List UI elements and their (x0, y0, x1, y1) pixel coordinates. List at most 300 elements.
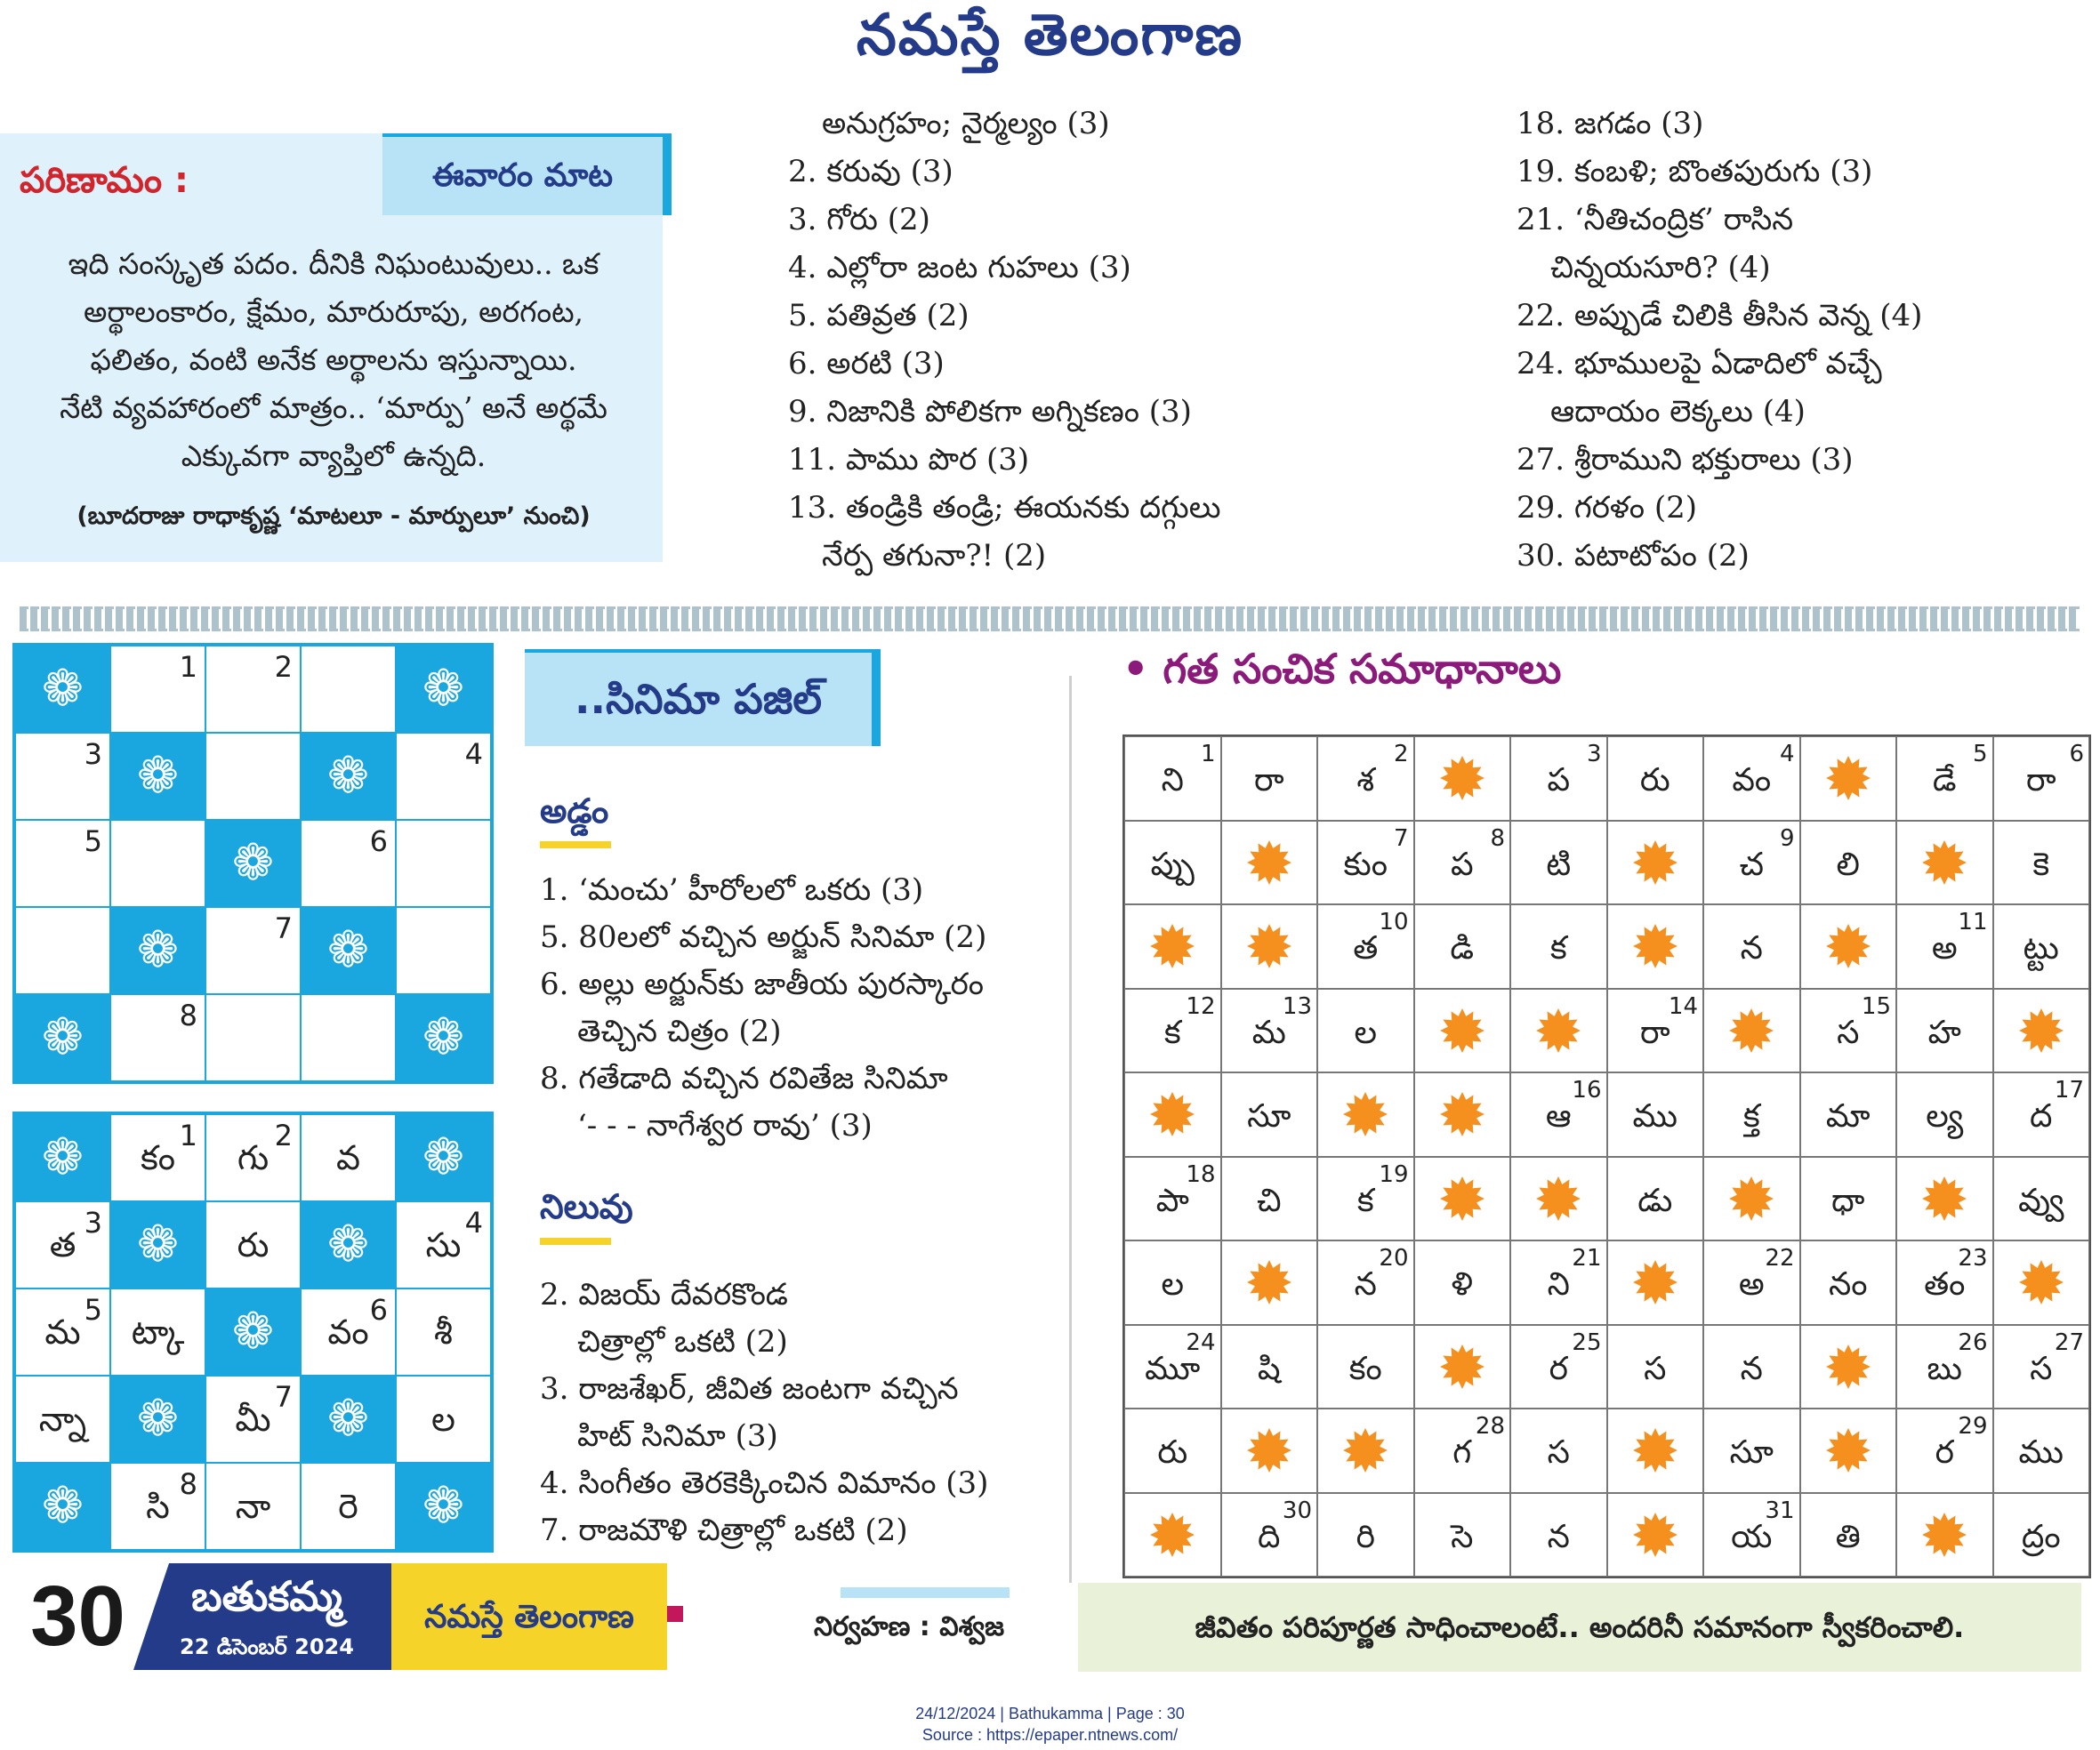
star-icon (2018, 1007, 2064, 1054)
flower-icon: ❁ (137, 1216, 179, 1273)
answer-cell (1510, 1072, 1607, 1157)
answer-letter: రా (2025, 762, 2056, 799)
puzzle-cell (301, 1114, 396, 1201)
answer-letter: ల్య (1926, 1098, 1964, 1135)
cell-letter: సు (425, 1225, 462, 1264)
answer-cell (1800, 1157, 1897, 1241)
answer-cell (1607, 1072, 1704, 1157)
answer-block-cell (1221, 1409, 1318, 1493)
answer-number: 2 (1393, 741, 1409, 767)
crossword-clues-right (1517, 100, 1922, 580)
answer-letter: డే (1932, 762, 1957, 799)
answer-cell (1993, 821, 2090, 905)
puzzle-block-cell (396, 994, 491, 1081)
star-icon (1439, 1007, 1485, 1054)
star-icon (2018, 1259, 2064, 1305)
answer-number: 14 (1668, 992, 1698, 1020)
clue-item: 13. తండ్రికి తండ్రి; ఈయనకు దగ్గులు (788, 490, 1221, 526)
answer-cell (1414, 1240, 1511, 1325)
star-icon (1921, 1176, 1967, 1222)
answer-cell (1124, 821, 1221, 905)
cell-letter: త (49, 1225, 76, 1264)
answer-number: 10 (1379, 909, 1409, 935)
answer-letter: కె (2032, 846, 2050, 883)
answer-letter: మ (1251, 1014, 1286, 1051)
star-icon (1246, 923, 1292, 969)
answer-letter: ధా (1831, 1182, 1865, 1219)
star-icon (1246, 839, 1292, 886)
answer-letter: నం (1828, 1266, 1868, 1303)
clue-item: 2. కరువు (3) (788, 154, 953, 189)
answer-number: 3 (1586, 741, 1602, 767)
down-clue: 3. రాజశేఖర్, జీవిత జంటగా వచ్చిన (540, 1371, 959, 1407)
puzzle-cell (15, 1201, 110, 1288)
cell-number: 7 (274, 911, 293, 945)
flower-icon: ❁ (422, 1008, 464, 1066)
answer-letter: స (2030, 1350, 2053, 1387)
puzzle-credit: నిర్వహణ : విశ్వజ (814, 1611, 1005, 1642)
puzzle-cell (110, 1288, 205, 1376)
answer-block-cell (1414, 989, 1511, 1073)
answer-cell (1993, 904, 2090, 989)
across-clues (540, 867, 986, 1150)
word-title: పరిణామం : (20, 160, 189, 201)
puzzle-cell (205, 1114, 301, 1201)
answer-block-cell (1993, 1240, 2090, 1325)
answer-block-cell (1317, 1072, 1414, 1157)
answer-cell (1124, 1240, 1221, 1325)
answer-number: 19 (1379, 1160, 1409, 1188)
across-heading: అడ్డం (540, 791, 609, 831)
puzzle-cell (301, 1288, 396, 1376)
answer-letter: ప్పు (1150, 846, 1195, 883)
cell-letter: వం (327, 1312, 369, 1352)
star-icon (1825, 1427, 1871, 1473)
answer-number: 9 (1779, 824, 1795, 852)
puzzle-cell (110, 820, 205, 907)
answer-number: 5 (1972, 741, 1988, 767)
footer-brand: బతుకమ్మ (191, 1572, 342, 1620)
answer-letter: బు (1927, 1350, 1962, 1387)
answer-letter: వం (1732, 762, 1772, 799)
answer-block-cell (1607, 1409, 1704, 1493)
answer-letter: న (1740, 1350, 1763, 1387)
answer-number: 8 (1490, 824, 1505, 852)
answer-cell (1896, 736, 1993, 821)
answer-letter: ల (1161, 1266, 1185, 1303)
answer-letter: మూ (1145, 1350, 1201, 1387)
star-icon (1825, 755, 1871, 801)
answer-block-cell (1800, 1409, 1897, 1493)
answer-letter: ని (1547, 1266, 1570, 1303)
answer-block-cell (1607, 821, 1704, 905)
cell-number: 4 (464, 1206, 483, 1240)
cell-number: 1 (179, 1119, 197, 1152)
clue-item: 30. పటాటోపం (2) (1517, 538, 1750, 574)
word-line: నేటి వ్యవహారంలో మాత్రం.. ‘మార్పు’ అనే అర్థమే (60, 390, 607, 425)
answer-cell (1510, 1493, 1607, 1577)
star-icon (1535, 1176, 1581, 1222)
puzzle-cell (205, 1463, 301, 1550)
cell-number: 6 (369, 1293, 388, 1327)
cell-number: 5 (84, 824, 102, 858)
across-clue: ‘- - - నాగేశ్వర రావు’ (3) (577, 1108, 873, 1144)
answer-cell (1414, 821, 1511, 905)
star-icon (1632, 839, 1678, 886)
down-clue: 7. రాజమౌళి చిత్రాల్లో ఒకటి (2) (540, 1513, 908, 1548)
answer-letter: రు (1157, 1434, 1188, 1471)
answer-cell (1607, 1325, 1704, 1409)
puzzle-cell (301, 820, 396, 907)
answer-cell (1510, 904, 1607, 989)
answer-cell (1317, 736, 1414, 821)
word-line: ఫలితం, వంటి అనేక అర్థాలను ఇస్తున్నాయి. (90, 342, 577, 377)
cell-number: 5 (84, 1293, 102, 1327)
answer-cell (1221, 1325, 1318, 1409)
cell-letter: ట్కా (131, 1312, 185, 1352)
answer-cell (1510, 1409, 1607, 1493)
answer-number: 21 (1572, 1245, 1602, 1272)
star-icon (1149, 923, 1195, 969)
puzzle-cell (15, 1288, 110, 1376)
clue-item: 6. అరటి (3) (788, 346, 945, 381)
across-clue: 8. గతేడాది వచ్చిన రవితేజ సినిమా (540, 1061, 948, 1096)
star-icon (1342, 1091, 1388, 1137)
answer-block-cell (1703, 989, 1800, 1073)
puzzle-block-cell (205, 1288, 301, 1376)
answer-letter: ము (2018, 1434, 2064, 1471)
answer-cell (1221, 736, 1318, 821)
flower-icon: ❁ (137, 1390, 179, 1448)
answer-cell (1993, 736, 2090, 821)
answer-number: 12 (1186, 992, 1216, 1020)
puzzle-block-cell (15, 994, 110, 1081)
flower-icon: ❁ (327, 1390, 369, 1448)
cell-letter: న్నా (38, 1400, 87, 1439)
answer-number: 26 (1958, 1329, 1988, 1356)
clue-item: 5. పతివ్రత (2) (788, 298, 970, 333)
cell-letter: ల (431, 1400, 455, 1439)
answer-block-cell (1124, 1493, 1221, 1577)
answer-cell (1703, 1493, 1800, 1577)
puzzle-block-cell (301, 1201, 396, 1288)
puzzle-cell (301, 1463, 396, 1550)
cinema-puzzle-solution-grid (12, 1112, 494, 1553)
answer-cell (1124, 1409, 1221, 1493)
puzzle-cell (205, 907, 301, 994)
flower-icon: ❁ (42, 1477, 84, 1535)
cell-number: 8 (179, 999, 197, 1032)
answer-cell (1896, 904, 1993, 989)
word-description (27, 240, 640, 480)
flower-icon: ❁ (42, 660, 84, 718)
cell-number: 2 (274, 650, 293, 684)
puzzle-cell (396, 1288, 491, 1376)
answer-block-cell (1414, 1072, 1511, 1157)
answer-letter: క (1549, 930, 1567, 967)
answer-letter: రా (1253, 762, 1284, 799)
answer-letter: గ (1452, 1434, 1472, 1471)
flower-icon: ❁ (422, 1477, 464, 1535)
answer-cell (1510, 1240, 1607, 1325)
answer-number: 13 (1282, 992, 1312, 1020)
answer-number: 17 (2054, 1077, 2084, 1104)
puzzle-cell (396, 733, 491, 820)
star-icon (1342, 1427, 1388, 1473)
footer-date: 22 డిసెంబర్ 2024 (180, 1634, 354, 1659)
puzzle-cell (205, 994, 301, 1081)
answer-letter: న (1740, 930, 1763, 967)
answer-letter: తి (1835, 1518, 1861, 1555)
clue-item: ఆదాయం లెక్కలు (4) (1550, 394, 1806, 429)
credit-bar (841, 1587, 1010, 1598)
answer-letter: క (1163, 1014, 1181, 1051)
puzzle-cell (205, 1376, 301, 1463)
across-underline (540, 841, 611, 848)
star-icon (1632, 1512, 1678, 1558)
cell-number: 8 (179, 1467, 197, 1501)
crossword-clues-middle (788, 100, 1221, 580)
answer-block-cell (1221, 1240, 1318, 1325)
answer-cell (1414, 904, 1511, 989)
answer-cell (1800, 1072, 1897, 1157)
answer-block-cell (1414, 736, 1511, 821)
answer-letter: న (1354, 1266, 1377, 1303)
answer-letter: సూ (1729, 1434, 1774, 1471)
source-info (0, 1703, 2100, 1746)
answer-letter: స (1837, 1014, 1860, 1051)
answer-number: 18 (1186, 1160, 1216, 1188)
answer-letter: వ్వు (2018, 1182, 2064, 1219)
answer-cell (1607, 1157, 1704, 1241)
answer-number: 20 (1379, 1245, 1409, 1272)
answer-cell (1896, 1325, 1993, 1409)
answer-letter: కం (1348, 1350, 1382, 1387)
answer-cell (1993, 1409, 2090, 1493)
answer-letter: అ (1931, 930, 1958, 967)
answer-cell (1317, 1157, 1414, 1241)
puzzle-cell (205, 1201, 301, 1288)
answer-letter: ప (1547, 762, 1571, 799)
answer-cell (1800, 1493, 1897, 1577)
down-heading: నిలువు (540, 1187, 633, 1226)
answer-letter: షి (1257, 1350, 1281, 1387)
answer-cell (1993, 1493, 2090, 1577)
answer-letter: స (1644, 1350, 1667, 1387)
answer-block-cell (1896, 821, 1993, 905)
answer-letter: ప (1450, 846, 1474, 883)
answer-block-cell (1896, 1157, 1993, 1241)
puzzle-block-cell (396, 1463, 491, 1550)
word-line: ఎక్కువగా వ్యాప్తిలో ఉన్నది. (181, 438, 487, 473)
answer-number: 31 (1765, 1497, 1795, 1524)
answer-block-cell (1414, 1157, 1511, 1241)
answer-block-cell (1896, 1493, 1993, 1577)
puzzle-cell (110, 1463, 205, 1550)
puzzle-block-cell (205, 820, 301, 907)
answer-letter: లి (1836, 846, 1860, 883)
answer-cell (1317, 989, 1414, 1073)
puzzle-cell (15, 1376, 110, 1463)
answer-cell (1317, 821, 1414, 905)
answer-number: 4 (1779, 741, 1795, 767)
clue-item: 24. భూములపై ఏడాదిలో వచ్చే (1517, 346, 1882, 381)
clue-item: నేర్ప తగునా?! (2) (822, 538, 1047, 574)
answer-cell (1896, 1072, 1993, 1157)
cell-letter: రు (237, 1225, 270, 1264)
answer-block-cell (1607, 1240, 1704, 1325)
answer-cell (1703, 821, 1800, 905)
answer-cell (1221, 1493, 1318, 1577)
answer-block-cell (1510, 1157, 1607, 1241)
puzzle-cell (110, 646, 205, 733)
answer-number: 22 (1765, 1245, 1795, 1272)
clue-item: 22. అప్పుడే చిలికి తీసిన వెన్న (4) (1517, 298, 1923, 333)
answer-cell (1221, 989, 1318, 1073)
flower-icon: ❁ (422, 660, 464, 718)
answer-block-cell (1414, 1325, 1511, 1409)
star-icon (1921, 839, 1967, 886)
flower-icon: ❁ (42, 1128, 84, 1186)
answer-letter: కుం (1343, 846, 1388, 883)
answer-number: 1 (1200, 741, 1216, 767)
answer-letter: రా (1639, 1014, 1670, 1051)
star-icon (1728, 1007, 1774, 1054)
answer-block-cell (1703, 1157, 1800, 1241)
puzzle-block-cell (301, 907, 396, 994)
across-clue: 6. అల్లు అర్జున్‌కు జాతీయ పురస్కారం (540, 967, 985, 1002)
answer-letter: డు (1637, 1182, 1673, 1219)
answer-cell (1703, 1072, 1800, 1157)
answer-block-cell (1317, 1409, 1414, 1493)
answer-cell (1993, 1157, 2090, 1241)
flower-icon: ❁ (327, 1216, 369, 1273)
flower-icon: ❁ (137, 921, 179, 979)
answer-cell (1607, 736, 1704, 821)
answer-cell (1510, 1325, 1607, 1409)
answer-number: 25 (1572, 1329, 1602, 1356)
clue-item: 21. ‘నీతిచంద్రిక’ రాసిన (1517, 202, 1794, 237)
answer-letter: చ (1739, 846, 1764, 883)
clue-item: 3. గోరు (2) (788, 202, 930, 237)
answer-cell (1896, 989, 1993, 1073)
answer-letter: చి (1256, 1182, 1282, 1219)
puzzle-cell (396, 1376, 491, 1463)
answer-letter: ద (2030, 1098, 2053, 1135)
puzzle-cell (110, 1114, 205, 1201)
answer-cell (1221, 1157, 1318, 1241)
puzzle-block-cell (110, 1376, 205, 1463)
answer-letter: ద్రం (2021, 1518, 2061, 1555)
answer-letter: న (1547, 1518, 1570, 1555)
word-line: అర్థాలంకారం, క్షేమం, మారురూపు, అరగంట, (83, 294, 584, 329)
answer-cell (1124, 989, 1221, 1073)
answer-cell (1510, 821, 1607, 905)
answer-letter: శ (1356, 762, 1375, 799)
cell-number: 7 (274, 1380, 293, 1414)
answer-letter: రి (1356, 1518, 1375, 1555)
answer-letter: ని (1161, 762, 1184, 799)
answers-title: • గత సంచిక సమాధానాలు (1122, 645, 1562, 693)
page-number: 30 (0, 1563, 156, 1670)
clue-item: చిన్నయసూరి? (4) (1550, 250, 1771, 285)
cell-letter: సి (146, 1487, 170, 1526)
across-clue: తెచ్చిన చిత్రం (2) (577, 1014, 782, 1049)
answer-letter: టి (1546, 846, 1572, 883)
answer-cell (1800, 821, 1897, 905)
answer-letter: సె (1451, 1518, 1474, 1555)
answer-number: 23 (1958, 1245, 1988, 1272)
star-icon (1439, 755, 1485, 801)
cell-letter: రె (338, 1487, 358, 1526)
answer-letter: య (1731, 1518, 1773, 1555)
answer-block-cell (1124, 1072, 1221, 1157)
star-icon (1825, 923, 1871, 969)
answer-block-cell (1221, 821, 1318, 905)
cell-number: 6 (369, 824, 388, 858)
answer-letter: పా (1155, 1182, 1189, 1219)
section-divider (20, 606, 2080, 631)
puzzle-block-cell (396, 646, 491, 733)
star-icon (1632, 923, 1678, 969)
cinema-puzzle-title: ..సినిమా పజిల్ (525, 649, 881, 746)
flower-icon: ❁ (327, 747, 369, 805)
answer-number: 24 (1186, 1329, 1216, 1356)
answer-block-cell (1510, 989, 1607, 1073)
cell-letter: నా (235, 1487, 271, 1526)
star-icon (1632, 1259, 1678, 1305)
clue-item: 27. శ్రీరాముని భక్తురాలు (3) (1517, 442, 1854, 478)
puzzle-block-cell (396, 1114, 491, 1201)
answer-cell (1124, 736, 1221, 821)
answer-number: 15 (1861, 992, 1891, 1020)
answer-block-cell (1124, 904, 1221, 989)
answer-letter: క్త (1742, 1098, 1760, 1135)
footer-paper-name: నమస్తే తెలంగాణ (391, 1563, 667, 1670)
star-icon (1535, 1007, 1581, 1054)
down-clue: హిట్ సినిమా (3) (577, 1418, 778, 1454)
answer-cell (1317, 1240, 1414, 1325)
answer-cell (1703, 1409, 1800, 1493)
answer-number: 28 (1475, 1413, 1505, 1440)
word-of-week-tag: ఈవారం మాట (382, 133, 672, 215)
clue-item: 19. కంబళి; బొంతపురుగు (3) (1517, 154, 1873, 189)
answer-block-cell (1800, 1325, 1897, 1409)
answer-number: 16 (1572, 1077, 1602, 1104)
column-separator (1069, 676, 1072, 1583)
flower-icon: ❁ (42, 1008, 84, 1066)
cell-letter: మ (44, 1312, 81, 1352)
cell-letter: కం (140, 1138, 176, 1177)
puzzle-block-cell (15, 1463, 110, 1550)
answer-number: 27 (2054, 1329, 2084, 1356)
down-clue: చిత్రాల్లో ఒకటి (2) (577, 1324, 788, 1360)
puzzle-block-cell (15, 1114, 110, 1201)
answer-cell (1414, 1409, 1511, 1493)
answer-cell (1317, 1493, 1414, 1577)
answer-cell (1896, 1409, 1993, 1493)
answer-letter: త (1353, 930, 1379, 967)
answer-cell (1124, 1325, 1221, 1409)
star-icon (1246, 1259, 1292, 1305)
down-clue: 2. విజయ్ దేవరకొండ (540, 1277, 788, 1312)
cell-number: 1 (179, 650, 197, 684)
star-icon (1439, 1344, 1485, 1390)
star-icon (1728, 1176, 1774, 1222)
clue-item: 9. నిజానికి పోలికగా అగ్నికణం (3) (788, 394, 1192, 429)
answer-block-cell (1800, 736, 1897, 821)
down-clue: 4. సింగీతం తెరకెక్కించిన విమానం (3) (540, 1465, 989, 1501)
